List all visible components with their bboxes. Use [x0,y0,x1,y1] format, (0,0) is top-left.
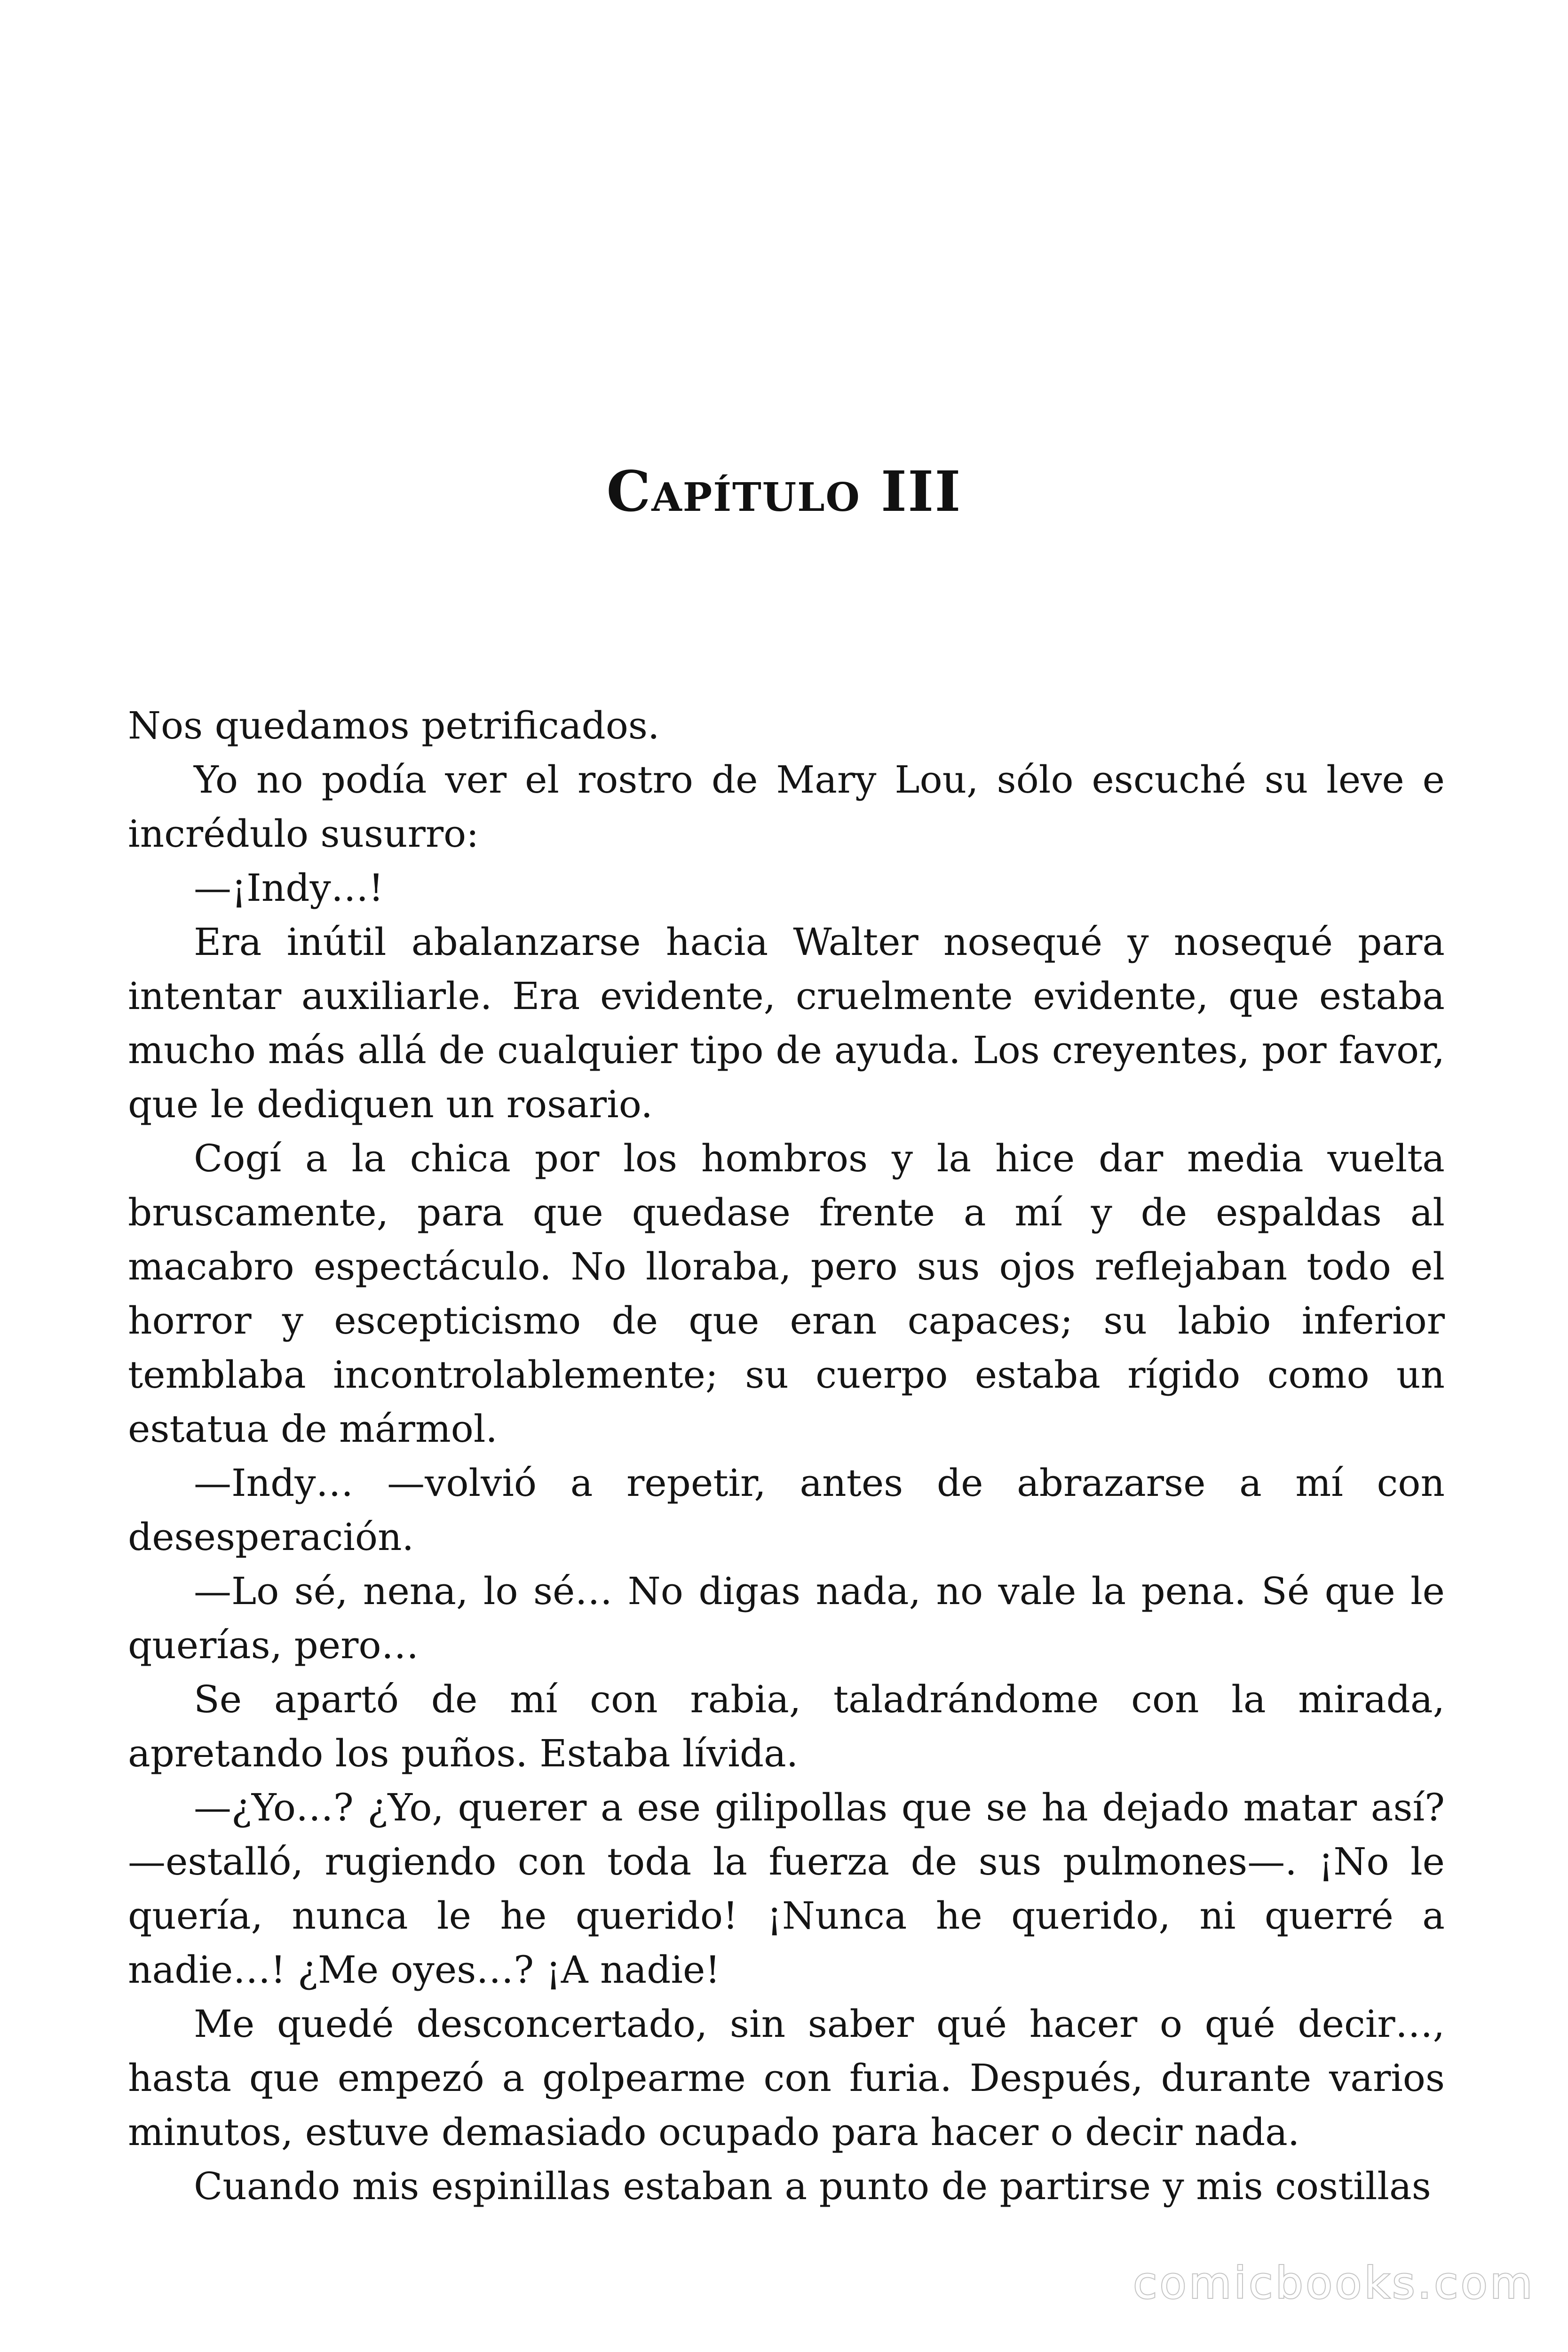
paragraph: Me quedé desconcertado, sin saber qué hacer o qué decir…, hasta que empezó a golpearme con furia. Después, durante varios minutos, estuve demasiado ocupado para hacer o decir nada. [128,2002,1445,2154]
paragraph: —¿Yo…? ¿Yo, querer a ese gilipollas que se ha dejado matar así? —estalló, rugiendo con toda la fuerza de sus pulmones—. ¡No le quería, nunca le he querido! ¡Nunca he querido, ni querré a nadie…! ¿Me oyes…? ¡A nadie! [128,1786,1445,1992]
paragraph: Nos quedamos petrificados. [128,704,660,747]
paragraph: Se apartó de mí con rabia, taladrándome con la mirada, apretando los puños. Estaba lívida. [128,1677,1445,1775]
watermark: comicbooks.com [1133,2258,1535,2308]
paragraph: Cuando mis espinillas estaban a punto de partirse y mis costillas [194,2164,1431,2208]
paragraph: —Lo sé, nena, lo sé… No digas nada, no vale la pena. Sé que le querías, pero… [128,1569,1445,1667]
paragraph: Yo no podía ver el rostro de Mary Lou, sólo escuché su leve e incrédulo susurro: [128,758,1445,856]
paragraph: Cogí a la chica por los hombros y la hice dar media vuelta bruscamente, para que quedase frente a mí y de espaldas al macabro espectáculo. No lloraba, pero sus ojos reflejaban todo el horror y escepticismo de que eran capaces; su labio inferior temblaba incontrolablemente; su cuerpo estaba rígido como un estatua de mármol. [128,1136,1445,1451]
chapter-body [128,699,1445,2213]
paragraph: —¡Indy…! [194,866,384,910]
paragraph: —Indy… —volvió a repetir, antes de abrazarse a mí con desesperación. [128,1461,1445,1559]
chapter-title: Capítulo III [606,459,962,524]
paragraph: Era inútil abalanzarse hacia Walter nosequé y nosequé para intentar auxiliarle. Era evidente, cruelmente evidente, que estaba mucho más allá de cualquier tipo de ayuda. Los creyentes, por favor, que le dediquen un rosario. [128,920,1445,1126]
